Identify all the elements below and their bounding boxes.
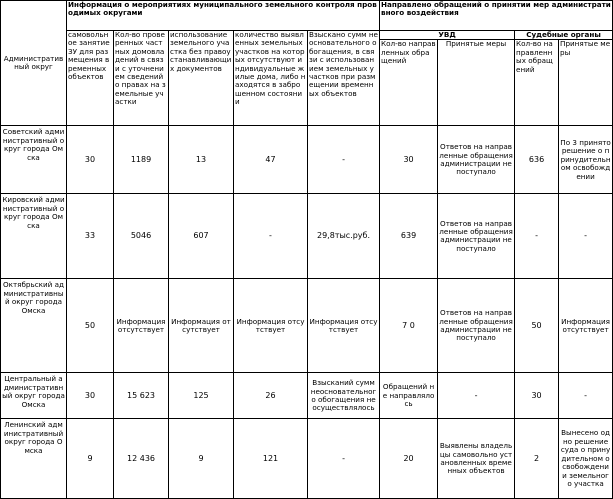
court-count-cell: 2 [515, 419, 559, 499]
court-count-cell: 30 [515, 373, 559, 419]
self-occupation-cell: 33 [67, 194, 114, 279]
uvd-count-cell: 30 [380, 126, 438, 194]
court-measures-cell: Информация отсутствует [559, 279, 613, 373]
self-occupation-cell: 30 [67, 126, 114, 194]
fees-cell: Взысканий сумм неосновательного обогащения не осуществлялось [308, 373, 380, 419]
fees-cell: 29,8тыс.руб. [308, 194, 380, 279]
district-cell: Центральный административный округ города Омска [1, 373, 67, 419]
unused-plots-cell: 121 [234, 419, 308, 499]
without-docs-cell: 9 [169, 419, 234, 499]
uvd-count-cell: 7 0 [380, 279, 438, 373]
district-cell: Советский административный округ города Омска [1, 126, 67, 194]
unused-plots-cell: Информация отсутствует [234, 279, 308, 373]
table-row [1, 419, 613, 499]
self-occupation-cell: 50 [67, 279, 114, 373]
unused-plots-header: количество выявленных земельных участков на которых отсутствуют индивидуальные жилые дома, либо находятся в заброшенном состоянии [234, 31, 308, 126]
fees-cell: - [308, 126, 380, 194]
uvd-count-cell: Обращений не направлялось [380, 373, 438, 419]
unused-plots-cell: - [234, 194, 308, 279]
fees-header: Взыскано сумм неосновательного обогащения, в связи с использованием земельных участков при размещении временных объектов [308, 31, 380, 126]
uvd-measures-header: Принятые меры [438, 40, 515, 126]
court-measures-cell: - [559, 373, 613, 419]
court-count-header: Кол-во направленных обращений [515, 40, 559, 126]
household-count-cell: 15 623 [114, 373, 169, 419]
district-cell: Ленинский административный округ города Омска [1, 419, 67, 499]
self-occupation-cell: 30 [67, 373, 114, 419]
without-docs-cell: Информация отсутствует [169, 279, 234, 373]
uvd-header: УВД [380, 31, 515, 40]
court-measures-cell: Вынесено одно решение суда о принудительном освобождении земельного участка [559, 419, 613, 499]
table-row [1, 194, 613, 279]
court-count-cell: 636 [515, 126, 559, 194]
fees-cell: Информация отсутствует [308, 279, 380, 373]
uvd-count-header: Кол-во направленных обращений [380, 40, 438, 126]
court-count-cell: 50 [515, 279, 559, 373]
measures-group-header: Информация о мероприятиях муниципального земельного контроля проводимых округами [67, 1, 380, 31]
unused-plots-cell: 26 [234, 373, 308, 419]
self-occupation-cell: 9 [67, 419, 114, 499]
table-row [1, 279, 613, 373]
appeals-group-header: Направлено обращений о принятии мер административного воздействия [380, 1, 613, 31]
courts-header: Судебные органы [515, 31, 613, 40]
household-count-header: Кол-во проверенных частных домовладений в связи с уточнением сведений о правах на земельные участки [114, 31, 169, 126]
household-count-cell: 12 436 [114, 419, 169, 499]
uvd-measures-cell: - [438, 373, 515, 419]
without-docs-cell: 125 [169, 373, 234, 419]
uvd-measures-cell: Ответов на направленные обращения администрации не поступало [438, 126, 515, 194]
household-count-cell: 5046 [114, 194, 169, 279]
without-docs-cell: 13 [169, 126, 234, 194]
household-count-cell: 1189 [114, 126, 169, 194]
without-docs-header: использование земельного участка без правоустанавливающих документов [169, 31, 234, 126]
district-cell: Октябрьский административный округ города Омска [1, 279, 67, 373]
district-cell: Кировский административный округ города Омска [1, 194, 67, 279]
uvd-count-cell: 20 [380, 419, 438, 499]
court-measures-header: Принятые меры [559, 40, 613, 126]
court-measures-cell: По 3 принято решение о принудительном освобождении [559, 126, 613, 194]
uvd-measures-cell: Ответов на направленные обращения администрации не поступало [438, 279, 515, 373]
uvd-measures-cell: Выявлены владельцы самовольно установленных временных объектов [438, 419, 515, 499]
self-occupation-header: самовольное занятие ЗУ для размещения временных объектов [67, 31, 114, 126]
household-count-cell: Информация отсутствует [114, 279, 169, 373]
uvd-measures-cell: Ответов на направленные обращения администрации не поступало [438, 194, 515, 279]
fees-cell: - [308, 419, 380, 499]
table-row [1, 373, 613, 419]
uvd-count-cell: 639 [380, 194, 438, 279]
unused-plots-cell: 47 [234, 126, 308, 194]
district-header: Административный округ [1, 1, 67, 126]
table-row [1, 126, 613, 194]
without-docs-cell: 607 [169, 194, 234, 279]
court-measures-cell: - [559, 194, 613, 279]
court-count-cell: - [515, 194, 559, 279]
